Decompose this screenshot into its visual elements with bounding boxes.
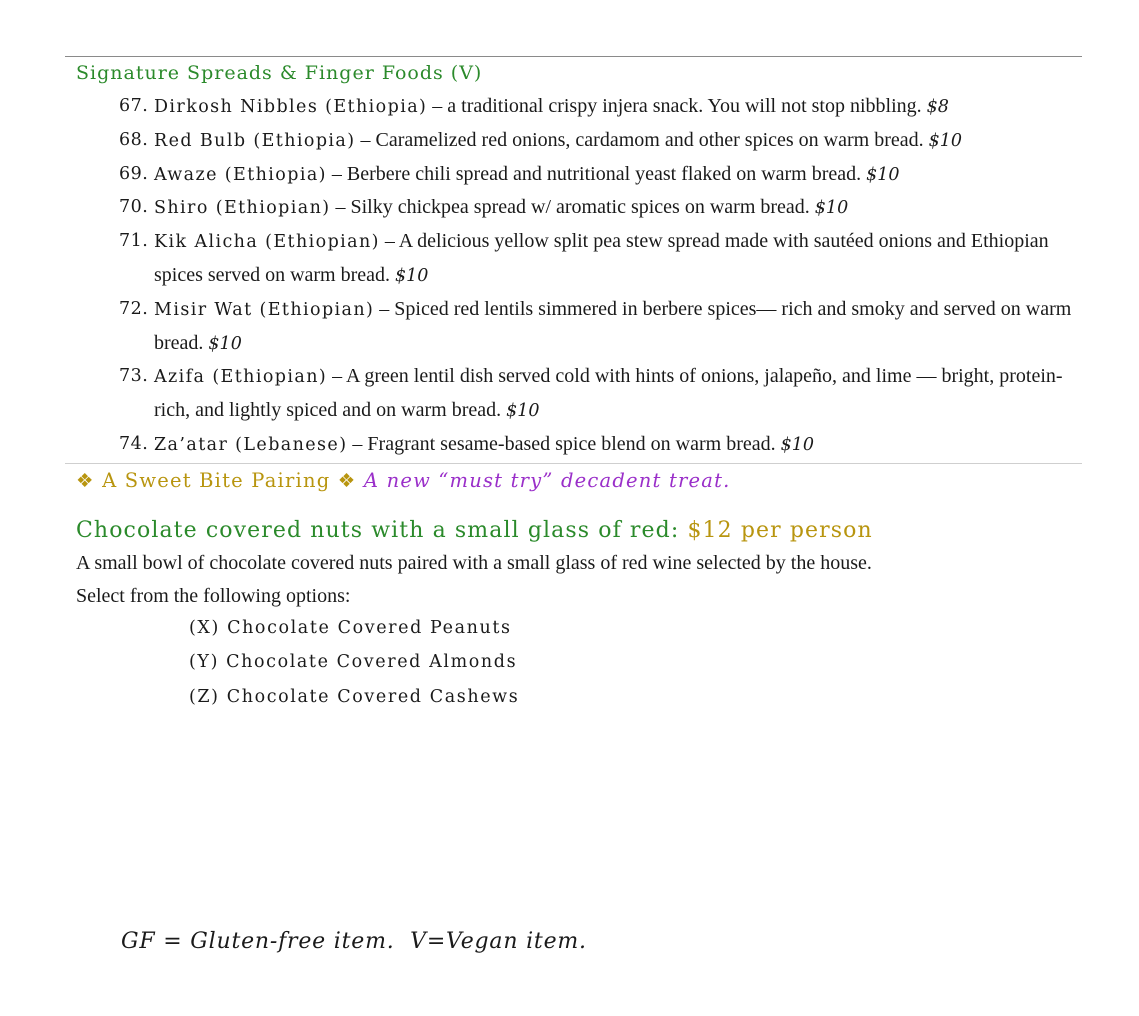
item-name: Dirkosh Nibbles (Ethiopia): [154, 97, 428, 117]
item-price: $10: [928, 130, 963, 151]
item-name: Shiro (Ethiopian): [154, 198, 331, 219]
dietary-legend: GF = Gluten-free item. V=Vegan item.: [121, 929, 587, 954]
item-price: $10: [506, 401, 540, 422]
item-number: 70.: [119, 197, 149, 218]
item-name: Misir Wat (Ethiopian): [154, 299, 375, 320]
menu-item: [114, 428, 1074, 462]
diamond-bullet-icon: ❖: [76, 469, 95, 492]
item-name: Kik Alicha (Ethiopian): [154, 232, 380, 253]
pairing-title: A Sweet Bite Pairing: [102, 469, 331, 492]
pairing-offer-heading: [76, 518, 873, 543]
item-price: $8: [926, 97, 949, 117]
top-divider: [65, 56, 1082, 57]
item-number: 69.: [119, 163, 149, 184]
select-prompt: Select from the following options:: [76, 585, 351, 607]
item-name: Red Bulb (Ethiopia): [154, 130, 356, 151]
item-name: Awaze (Ethiopia): [154, 164, 327, 185]
menu-item: [114, 90, 1074, 124]
option-item: (Z) Chocolate Covered Cashews: [189, 687, 520, 707]
item-price: $10: [814, 198, 849, 219]
option-item: (Y) Chocolate Covered Almonds: [189, 652, 518, 672]
menu-item: [114, 124, 1074, 158]
menu-item: [114, 158, 1074, 192]
pairing-tagline: A new “must try” decadent treat.: [363, 469, 731, 492]
item-number: 67.: [119, 96, 149, 116]
pairing-header: [76, 469, 731, 492]
item-price: $10: [866, 164, 900, 185]
menu-item: [114, 360, 1074, 428]
item-name: Za’atar (Lebanese): [154, 434, 348, 455]
menu-item: [114, 191, 1074, 225]
item-number: 73.: [119, 366, 149, 387]
offer-description: A small bowl of chocolate covered nuts paired with a small glass of red wine selected by the house.: [76, 552, 872, 574]
item-description: – a traditional crispy injera snack. You will not stop nibbling.: [427, 95, 927, 117]
item-description: – Berbere chili spread and nutritional yeast flaked on warm bread.: [326, 162, 867, 185]
section-title: Signature Spreads & Finger Foods (V): [76, 62, 483, 84]
item-number: 68.: [119, 129, 149, 150]
item-description: – A green lentil dish served cold with hints of onions, jalapeño, and lime — bright, protein-rich, and lightly spiced and on warm bread.: [154, 365, 1063, 422]
menu-item-list: [114, 90, 1074, 462]
item-description: – Fragrant sesame-based spice blend on warm bread.: [347, 432, 781, 455]
menu-item: [114, 293, 1074, 361]
offer-title: Chocolate covered nuts with a small glass of red:: [76, 518, 680, 543]
menu-item: [114, 225, 1074, 293]
option-item: (X) Chocolate Covered Peanuts: [189, 618, 512, 638]
item-price: $10: [208, 333, 242, 354]
item-name: Azifa (Ethiopian): [154, 367, 328, 388]
diamond-bullet-icon: ❖: [337, 469, 357, 492]
item-price: $10: [780, 434, 815, 455]
item-price: $10: [395, 265, 429, 286]
item-number: 71.: [119, 231, 149, 252]
item-description: – Spiced red lentils simmered in berbere spices— rich and smoky and served on warm bread.: [154, 297, 1072, 354]
item-description: – Silky chickpea spread w/ aromatic spices on warm bread.: [330, 196, 815, 219]
item-description: – Caramelized red onions, cardamom and other spices on warm bread.: [355, 128, 929, 151]
offer-price: $12 per person: [687, 518, 873, 543]
item-description: – A delicious yellow split pea stew spread made with sautéed onions and Ethiopian spices served on warm bread.: [154, 230, 1049, 286]
section-divider: [65, 463, 1082, 464]
item-number: 74.: [119, 433, 149, 454]
item-number: 72.: [119, 298, 149, 319]
